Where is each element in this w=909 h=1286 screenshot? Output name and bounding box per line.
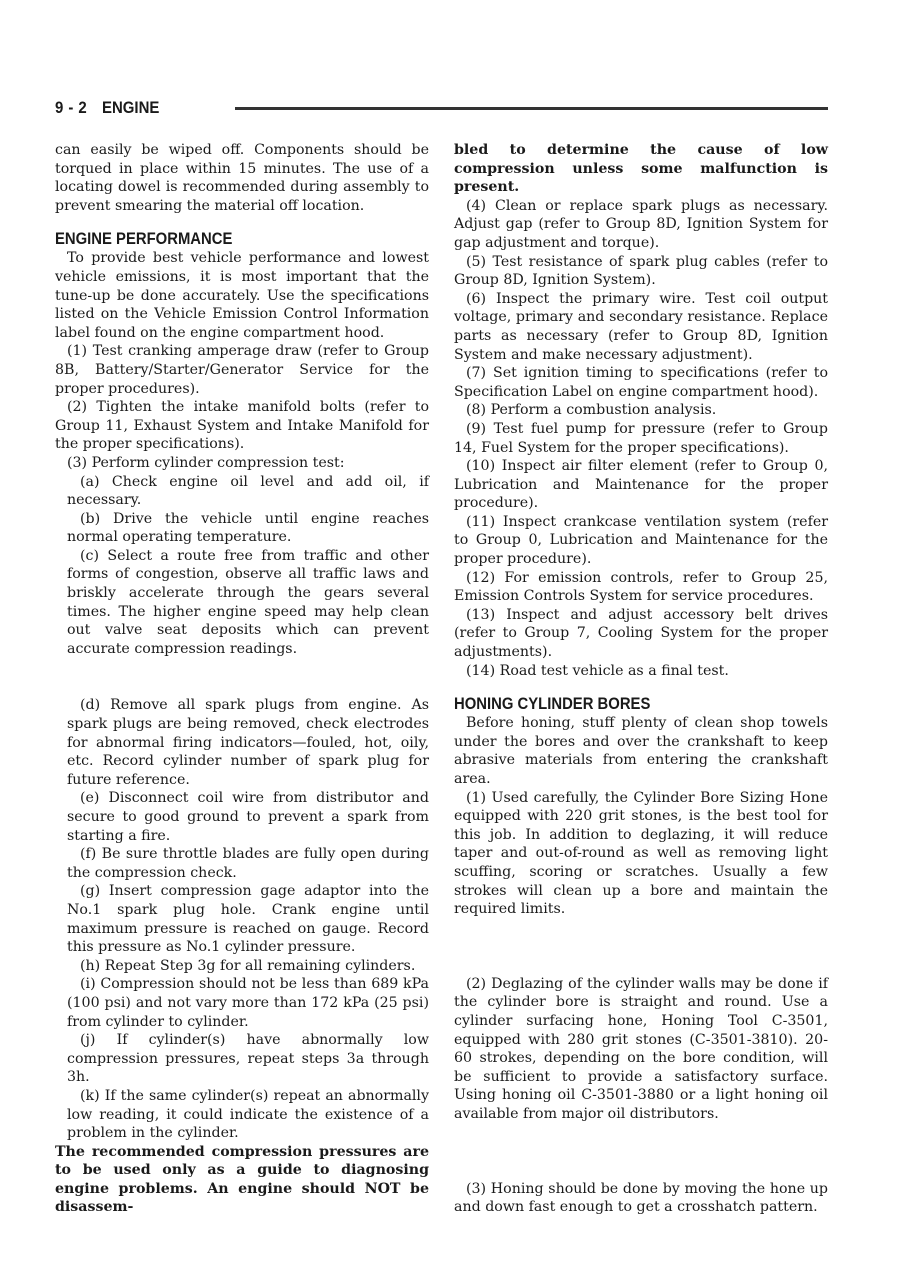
substep-f: (f) Be sure throttle blades are fully open during the compression check. [67,846,429,881]
paragraph-continuation: can easily be wiped off. Components should be torqued in place within 15 minutes. The use of a locating dowel is recommended during assembly to prevent smearing the material off location. [55,142,429,214]
step-10: (10) Inspect air filter element (refer to Group 0, Lubrication and Maintenance for the proper procedure). [454,458,828,512]
step-13: (13) Inspect and adjust accessory belt drives (refer to Group 7, Cooling System for the proper adjustments). [454,606,828,661]
left-column [55,141,429,1217]
paragraph-intro: To provide best vehicle performance and lowest vehicle emissions, it is most important that the tune-up be done accurately. Use the specifications listed on the Vehicle Emission Control Information label found on the engine compartment hood. [55,250,429,341]
honing-intro: Before honing, stuff plenty of clean shop towels under the bores and over the crankshaft to keep abrasive materials from entering the crankshaft area. [454,715,828,787]
substep-a: (a) Check engine oil level and add oil, if necessary. [67,473,429,509]
step-6: (6) Inspect the primary wire. Test coil output voltage, primary and secondary resistance. Replace parts as necessary (refer to Group 8D, Ignition System and make necessary adjustment). [454,290,828,363]
step-14: (14) Road test vehicle as a final test. [466,662,729,679]
page-header [55,96,828,120]
right-column [454,141,828,1217]
section-title: ENGINE [101,98,159,117]
step-4: (4) Clean or replace spark plugs as necessary. Adjust gap (refer to Group 8D, Ignition System for gap adjustment and torque). [454,197,828,251]
page-number: 9 - 2 [55,98,88,117]
honing-step-1: (1) Used carefully, the Cylinder Bore Sizing Hone equipped with 220 grit stones, is the best tool for this job. In addition to deglazing, it will reduce taper and out-of-round as well as removing light scuffing, scoring or scratches. Usually a few strokes will clean up a bore and maintain the required limits. [454,789,828,918]
substep-i: (i) Compression should not be less than 689 kPa (100 psi) and not vary more than 172 kPa (25 psi) from cylinder to cylinder. [67,976,429,1030]
blank-space [55,658,429,696]
step-3: (3) Perform cylinder compression test: [67,454,345,471]
step-9: (9) Test fuel pump for pressure (refer to Group 14, Fuel System for the proper specifications). [454,420,828,456]
honing-step-2: (2) Deglazing of the cylinder walls may be done if the cylinder bore is straight and round. Use a cylinder surfacing hone, Honing Tool C-3501, equipped with 280 grit stones (C-3501-3810). 20-60 strokes, depending on the bore condition, will be sufficient to provide a satisfactory surface. Using honing oil C-3501-3880 or a light honing oil available from major oil distributors. [454,975,828,1122]
substep-e: (e) Disconnect coil wire from distributor and secure to good ground to prevent a spark from starting a fire. [67,790,429,844]
step-12: (12) For emission controls, refer to Group 25, Emission Controls System for service procedures. [454,569,828,605]
heading-engine-performance: ENGINE PERFORMANCE [55,230,233,249]
step-11: (11) Inspect crankcase ventilation system (refer to Group 0, Lubrication and Maintenance for the proper procedure). [454,513,828,568]
blank-space [454,1124,828,1180]
warning-note-continued: bled to determine the cause of low compression unless some malfunction is present. [454,142,828,196]
heading-honing-cylinder-bores: HONING CYLINDER BORES [454,695,651,714]
honing-step-3: (3) Honing should be done by moving the hone up and down fast enough to get a crosshatch pattern. [454,1180,828,1216]
substep-c: (c) Select a route free from traffic and other forms of congestion, observe all traffic laws and briskly accelerate through the gears several times. The higher engine speed may help clean out valve seat deposits which can prevent accurate compression readings. [67,547,429,657]
header-rule [235,107,828,110]
step-7: (7) Set ignition timing to specifications (refer to Specification Label on engine compartment hood). [454,365,828,400]
warning-note: The recommended compression pressures are to be used only as a guide to diagnosing engine problems. An engine should NOT be disassem- [55,1143,429,1216]
blank-space [454,919,828,975]
substep-d: (d) Remove all spark plugs from engine. As spark plugs are being removed, check electrodes for abnormal firing indicators—fouled, hot, oily, etc. Record cylinder number of spark plug for future reference. [67,697,429,788]
step-5: (5) Test resistance of spark plug cables (refer to Group 8D, Ignition System). [454,253,828,289]
substep-j: (j) If cylinder(s) have abnormally low compression pressures, repeat steps 3a through 3h. [67,1032,429,1086]
substep-g: (g) Insert compression gage adaptor into the No.1 spark plug hole. Crank engine until maximum pressure is reached on gauge. Record this pressure as No.1 cylinder pressure. [67,883,429,956]
substep-k: (k) If the same cylinder(s) repeat an abnormally low reading, it could indicate the existence of a problem in the cylinder. [67,1087,429,1142]
step-1: (1) Test cranking amperage draw (refer to Group 8B, Battery/Starter/Generator Service for the proper procedures). [55,343,429,397]
substep-b: (b) Drive the vehicle until engine reaches normal operating temperature. [67,510,429,546]
step-8: (8) Perform a combustion analysis. [466,402,717,419]
substep-h: (h) Repeat Step 3g for all remaining cylinders. [80,957,416,974]
step-2: (2) Tighten the intake manifold bolts (refer to Group 11, Exhaust System and Intake Manifold for the proper specifications). [55,399,429,453]
